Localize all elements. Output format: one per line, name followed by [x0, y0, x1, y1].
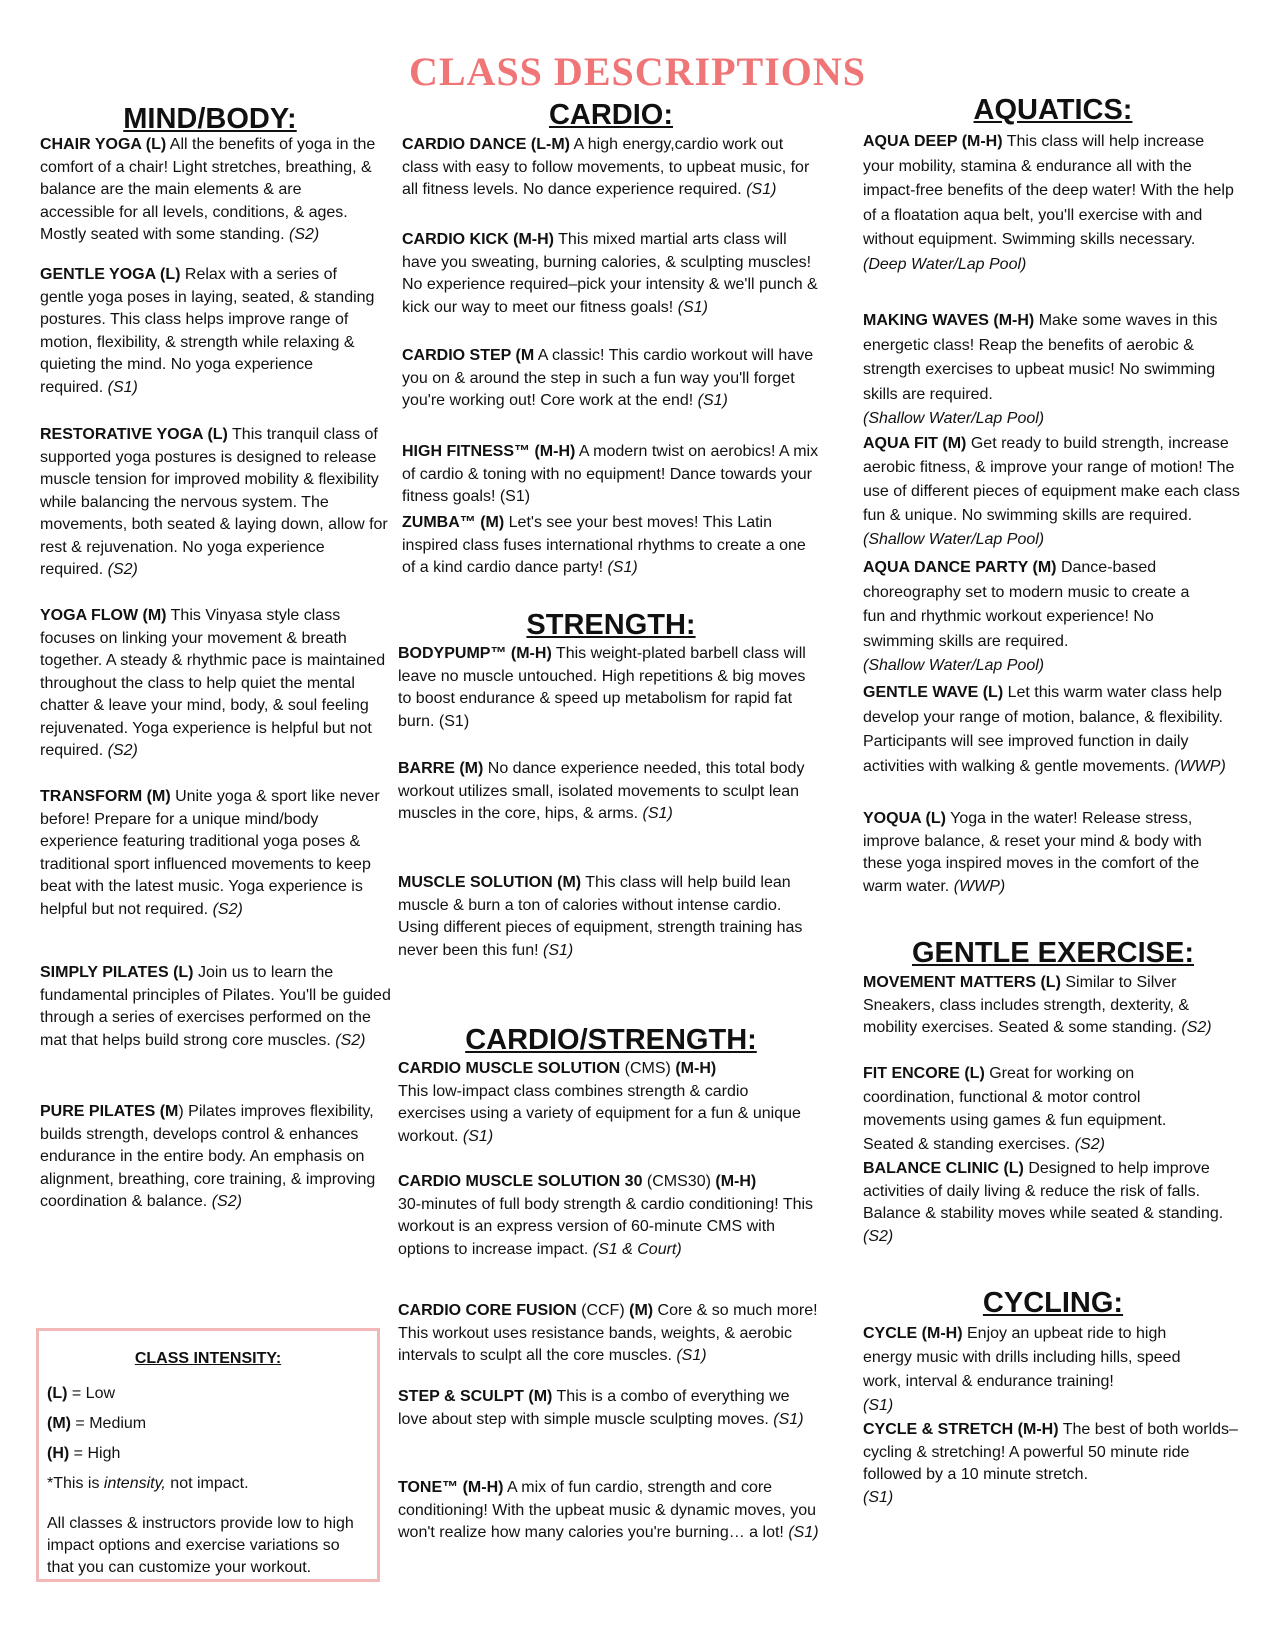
class-restorative-yoga: RESTORATIVE YOGA (L) This tranquil class of supported yoga postures is designed to release muscle tension for improved mobility & flexibility while balancing the nervous system. The movements, both seated & laying down, allow for rest & rejuvenation. No yoga experience required. (S2)	[40, 426, 388, 578]
class-intensity-box	[36, 1328, 380, 1582]
class-muscle-solution: MUSCLE SOLUTION (M) This class will help build lean muscle & burn a ton of calories without intense cardio. Using different pieces of equipment, strength training has never been this fun! (S1)	[398, 874, 803, 959]
class-tone: TONE™ (M-H) A mix of fun cardio, strength and core conditioning! With the upbeat music & dynamic moves, you won't realize how many calories you're burning… a lot! (S1)	[398, 1479, 819, 1541]
class-intensity-heading: CLASS INTENSITY:	[134, 1350, 282, 1367]
class-fit-encore: FIT ENCORE (L) Great for working on coordination, functional & motor control movements using games & fun equipment. Seated & standing exercises. (S2)	[863, 1065, 1167, 1153]
class-cycle-stretch: CYCLE & STRETCH (M-H) The best of both worlds– cycling & stretching! A powerful 50 minute ride followed by a 10 minute stretch. (S1)	[863, 1421, 1238, 1506]
class-transform: TRANSFORM (M) Unite yoga & sport like never before! Prepare for a unique mind/body experience featuring traditional yoga poses & traditional sport influenced movements to keep beat with the latest music. Yoga experience is helpful but not required. (S2)	[40, 788, 380, 918]
class-gentle-yoga: GENTLE YOGA (L) Relax with a series of gentle yoga poses in laying, seated, & standing postures. This class helps improve range of motion, flexibility, & strength while relaxing & quieting the mind. No yoga experience required. (S1)	[40, 266, 375, 396]
class-step-sculpt: STEP & SCULPT (M) This is a combo of everything we love about step with simple muscle sculpting moves. (S1)	[398, 1388, 804, 1428]
class-cardio-muscle-solution-30: CARDIO MUSCLE SOLUTION 30 (CMS30) (M-H) 30-minutes of full body strength & cardio conditioning! This workout is an express version of 60-minute CMS with options to increase impact. (S1 & Court)	[398, 1173, 814, 1258]
strength-heading: STRENGTH:	[526, 609, 696, 641]
class-cardio-muscle-solution: CARDIO MUSCLE SOLUTION (CMS) (M-H) This low-impact class combines strength & cardio exercises using a variety of equipment for a fun & unique workout. (S1)	[398, 1060, 801, 1145]
class-simply-pilates: SIMPLY PILATES (L) Join us to learn the fundamental principles of Pilates. You'll be guided through a series of exercises performed on the mat that helps build strong core muscles. (S2)	[40, 964, 391, 1049]
class-cardio-kick: CARDIO KICK (M-H) This mixed martial arts class will have you sweating, burning calories, & sculpting muscles! No experience required–pick your intensity & we'll punch & kick our way to meet our fitness goals! (S1)	[402, 231, 818, 316]
cycling-heading: CYCLING:	[982, 1287, 1124, 1319]
intensity-note: *This is intensity, not impact.	[47, 1475, 249, 1492]
class-movement-matters: MOVEMENT MATTERS (L) Similar to Silver Sneakers, class includes strength, dexterity, & mobility exercises. Seated & some standing. (S2)	[863, 974, 1212, 1036]
gentle-exercise-heading: GENTLE EXERCISE:	[912, 937, 1194, 969]
page-title: CLASS DESCRIPTIONS	[408, 49, 867, 94]
intensity-medium: (M) = Medium	[47, 1415, 147, 1432]
class-cardio-core-fusion: CARDIO CORE FUSION (CCF) (M) Core & so much more! This workout uses resistance bands, weights, & aerobic intervals to sculpt all the core muscles. (S1)	[398, 1302, 818, 1364]
intensity-footer: All classes & instructors provide low to high impact options and exercise variations so that you can customize your workout.	[47, 1515, 354, 1576]
class-cardio-step: CARDIO STEP (M A classic! This cardio workout will have you on & around the step in such a fun way you'll forget you're working out! Core work at the end! (S1)	[402, 347, 814, 409]
class-barre: BARRE (M) No dance experience needed, this total body workout utilizes small, isolated movements to sculpt lean muscles in the core, hips, & arms. (S1)	[398, 760, 805, 822]
class-yoga-flow: YOGA FLOW (M) This Vinyasa style class focuses on linking your movement & breath together. A steady & rhythmic pace is maintained throughout the class to help quiet the mental chatter & leave your mind, body, & soul feeling rejuvenated. Yoga experience is helpful but not required. (S2)	[40, 607, 386, 759]
class-bodypump: BODYPUMP™ (M-H) This weight-plated barbell class will leave no muscle untouched. High repetitions & big moves to boost endurance & speed up metabolism for rapid fat burn. (S1)	[398, 645, 806, 730]
class-aqua-dance-party: AQUA DANCE PARTY (M) Dance-based choreography set to modern music to create a fun and rhythmic workout experience! No swimming skills are required. (Shallow Water/Lap Pool)	[863, 559, 1190, 674]
class-yoqua: YOQUA (L) Yoga in the water! Release stress, improve balance, & reset your mind & body with these yoga inspired moves in the comfort of the warm water. (WWP)	[863, 810, 1202, 895]
intensity-high: (H) = High	[47, 1445, 121, 1462]
class-aqua-fit: AQUA FIT (M) Get ready to build strength, increase aerobic fitness, & improve your range of motion! The use of different pieces of equipment make each class fun & unique. No swimming skills are required. (Shallow Water/Lap Pool)	[863, 435, 1240, 548]
class-gentle-wave: GENTLE WAVE (L) Let this warm water class help develop your range of motion, balance, & flexibility. Participants will see improved function in daily activities with walking & gentle movements. (WWP)	[863, 684, 1226, 775]
cardio-heading: CARDIO:	[548, 99, 674, 131]
class-making-waves: MAKING WAVES (M-H) Make some waves in this energetic class! Reap the benefits of aerobic & strength exercises to upbeat music! No swimming skills are required. (Shallow Water/Lap Pool)	[863, 312, 1218, 427]
class-cycle: CYCLE (M-H) Enjoy an upbeat ride to high energy music with drills including hills, speed work, interval & endurance training! (S1)	[863, 1325, 1181, 1414]
cardio-strength-heading: CARDIO/STRENGTH:	[465, 1024, 757, 1056]
class-zumba: ZUMBA™ (M) Let's see your best moves! This Latin inspired class fuses international rhythms to create a one of a kind cardio dance party! (S1)	[402, 514, 806, 576]
class-high-fitness: HIGH FITNESS™ (M-H) A modern twist on aerobics! A mix of cardio & toning with no equipment! Dance towards your fitness goals! (S1)	[402, 443, 819, 505]
aquatics-heading: AQUATICS:	[973, 94, 1133, 126]
class-cardio-dance: CARDIO DANCE (L-M) A high energy,cardio work out class with easy to follow movements, to upbeat music, for all fitness levels. No dance experience required. (S1)	[402, 136, 810, 198]
class-chair-yoga: CHAIR YOGA (L) All the benefits of yoga in the comfort of a chair! Light stretches, breathing, & balance are the main elements & are accessible for all levels, conditions, & ages. Mostly seated with some standing. (S2)	[40, 136, 376, 243]
class-aqua-deep: AQUA DEEP (M-H) This class will help increase your mobility, stamina & endurance all with the impact-free benefits of the deep water! With the help of a floatation aqua belt, you'll exercise with and without equipment. Swimming skills necessary. (Deep Water/Lap Pool)	[863, 133, 1234, 273]
class-balance-clinic: BALANCE CLINIC (L) Designed to help improve activities of daily living & reduce the risk of falls. Balance & stability moves while seated & standing. (S2)	[863, 1160, 1224, 1245]
mind-body-heading: MIND/BODY:	[123, 103, 297, 135]
intensity-low: (L) = Low	[47, 1385, 116, 1402]
class-pure-pilates: PURE PILATES (M) Pilates improves flexibility, builds strength, develops control & enhances endurance in the entire body. An emphasis on alignment, breathing, core training, & improving coordination & balance. (S2)	[40, 1103, 376, 1210]
